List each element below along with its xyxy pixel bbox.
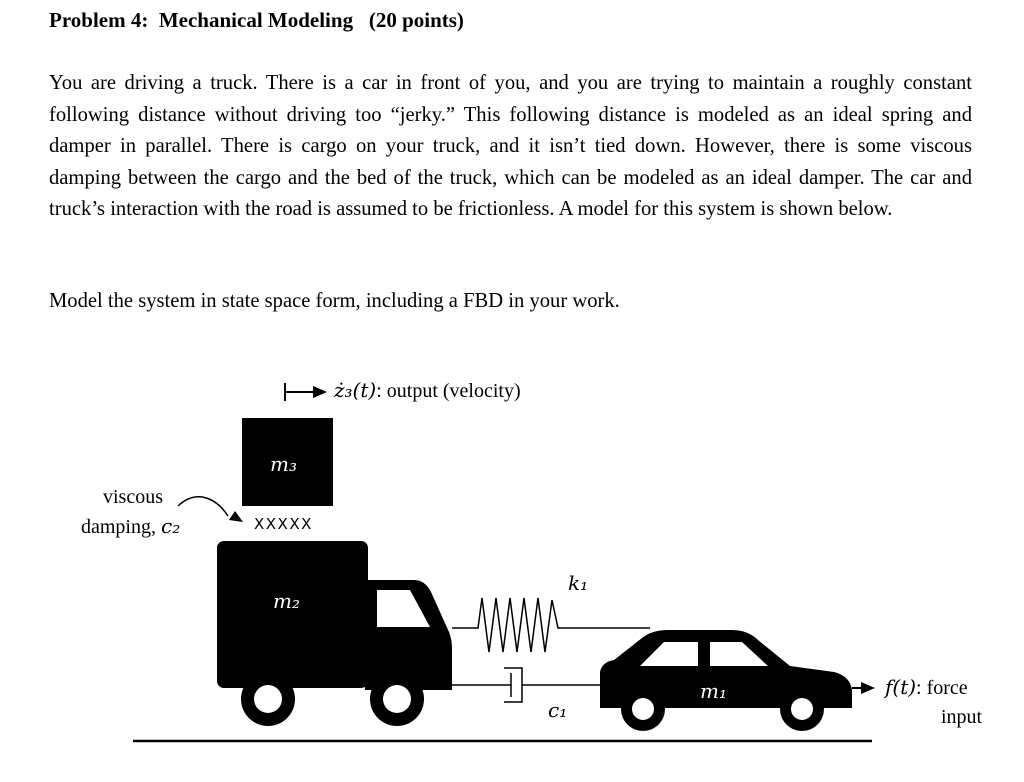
truck-m2 xyxy=(217,541,452,726)
damper-c1 xyxy=(452,668,612,702)
spring-k1 xyxy=(452,598,650,652)
k1-label: k₁ xyxy=(568,571,589,595)
damper-c2-marks: XXXXX xyxy=(254,515,313,533)
problem-heading: Problem 4: Mechanical Modeling (20 points) xyxy=(49,8,464,32)
output-velocity-arrow xyxy=(285,383,327,401)
problem-task: Model the system in state space form, including a FBD in your work. xyxy=(49,290,620,312)
c1-label: c₁ xyxy=(548,698,568,722)
force-label-line2: input xyxy=(941,706,983,728)
force-label-line1: f(t): force xyxy=(885,675,968,699)
m2-label: m₂ xyxy=(273,589,300,613)
viscous-damping-label-line1: viscous xyxy=(103,486,163,508)
force-input-arrow xyxy=(852,682,875,694)
viscous-damping-label-line2: damping, c₂ xyxy=(81,514,181,538)
m1-label: m₁ xyxy=(700,679,727,703)
problem-description: You are driving a truck. There is a car in front of you, and you are trying to maintain a roughly constant following distance without driving too “jerky.” This following distance is modeled as an ideal spring and damper in parallel. There is cargo on your truck, and it isn’t tied down. However, there is some viscous damping between the cargo and the bed of the truck, which can be modeled as an ideal damper. The car and truck’s interaction with the road is assumed to be frictionless. A model for this system is shown below. xyxy=(49,72,972,220)
output-label: ż₃(t): output (velocity) xyxy=(334,378,521,402)
m3-label: m₃ xyxy=(270,452,297,476)
damping-pointer-arrow xyxy=(178,497,228,516)
damping-pointer-arrowhead xyxy=(229,511,243,522)
